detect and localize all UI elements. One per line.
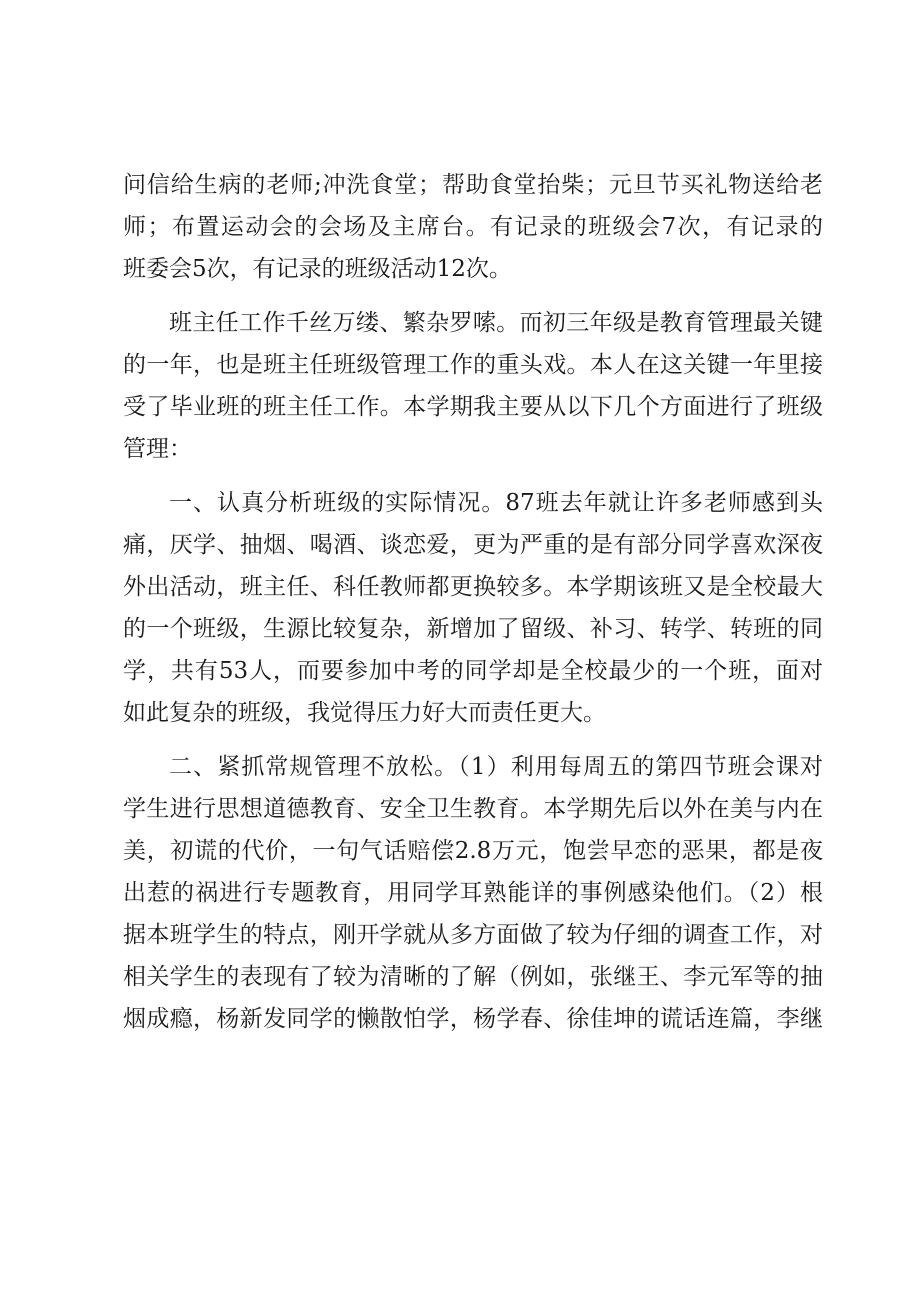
paragraph-3 — [123, 482, 823, 734]
text-line: 问信给生病的老师;冲洗食堂；帮助食堂抬柴；元旦节买礼物送给老 — [123, 172, 823, 198]
document-body — [123, 164, 823, 1040]
text-line: 学生进行思想道德教育、安全卫生教育。本学期先后以外在美与内在 — [123, 796, 823, 822]
text-line: 据本班学生的特点，刚开学就从多方面做了较为仔细的调查工作，对 — [123, 922, 823, 948]
text-line: 二、紧抓常规管理不放松。（1）利用每周五的第四节班会课对 — [169, 754, 823, 780]
text-line: 班主任工作千丝万缕、繁杂罗嗦。而初三年级是教育管理最关键 — [169, 310, 823, 336]
text-line: 的一个班级，生源比较复杂，新增加了留级、补习、转学、转班的同 — [123, 616, 823, 642]
text-line: 管理： — [123, 436, 192, 462]
text-line: 师；布置运动会的会场及主席台。有记录的班级会7次，有记录的 — [123, 214, 823, 240]
text-line: 美，初谎的代价，一句气话赔偿2.8万元，饱尝早恋的恶果，都是夜 — [123, 838, 823, 864]
paragraph-1 — [123, 164, 823, 290]
paragraph-4 — [123, 746, 823, 1040]
text-line: 如此复杂的班级，我觉得压力好大而责任更大。 — [123, 700, 606, 726]
text-line: 烟成瘾，杨新发同学的懒散怕学，杨学春、徐佳坤的谎话连篇，李继 — [123, 1006, 823, 1032]
text-line: 相关学生的表现有了较为清晰的了解（例如，张继王、李元军等的抽 — [123, 964, 823, 990]
text-line: 外出活动，班主任、科任教师都更换较多。本学期该班又是全校最大 — [123, 574, 823, 600]
text-line: 一、认真分析班级的实际情况。87班去年就让许多老师感到头 — [169, 490, 823, 516]
text-line: 出惹的祸进行专题教育，用同学耳熟能详的事例感染他们。（2）根 — [123, 880, 823, 906]
text-line: 痛，厌学、抽烟、喝酒、谈恋爱，更为严重的是有部分同学喜欢深夜 — [123, 532, 823, 558]
text-line: 受了毕业班的班主任工作。本学期我主要从以下几个方面进行了班级 — [123, 394, 823, 420]
paragraph-2 — [123, 302, 823, 470]
text-line: 班委会5次，有记录的班级活动12次。 — [123, 256, 512, 282]
text-line: 的一年，也是班主任班级管理工作的重头戏。本人在这关键一年里接 — [123, 352, 823, 378]
text-line: 学，共有53人，而要参加中考的同学却是全校最少的一个班，面对 — [123, 658, 823, 684]
